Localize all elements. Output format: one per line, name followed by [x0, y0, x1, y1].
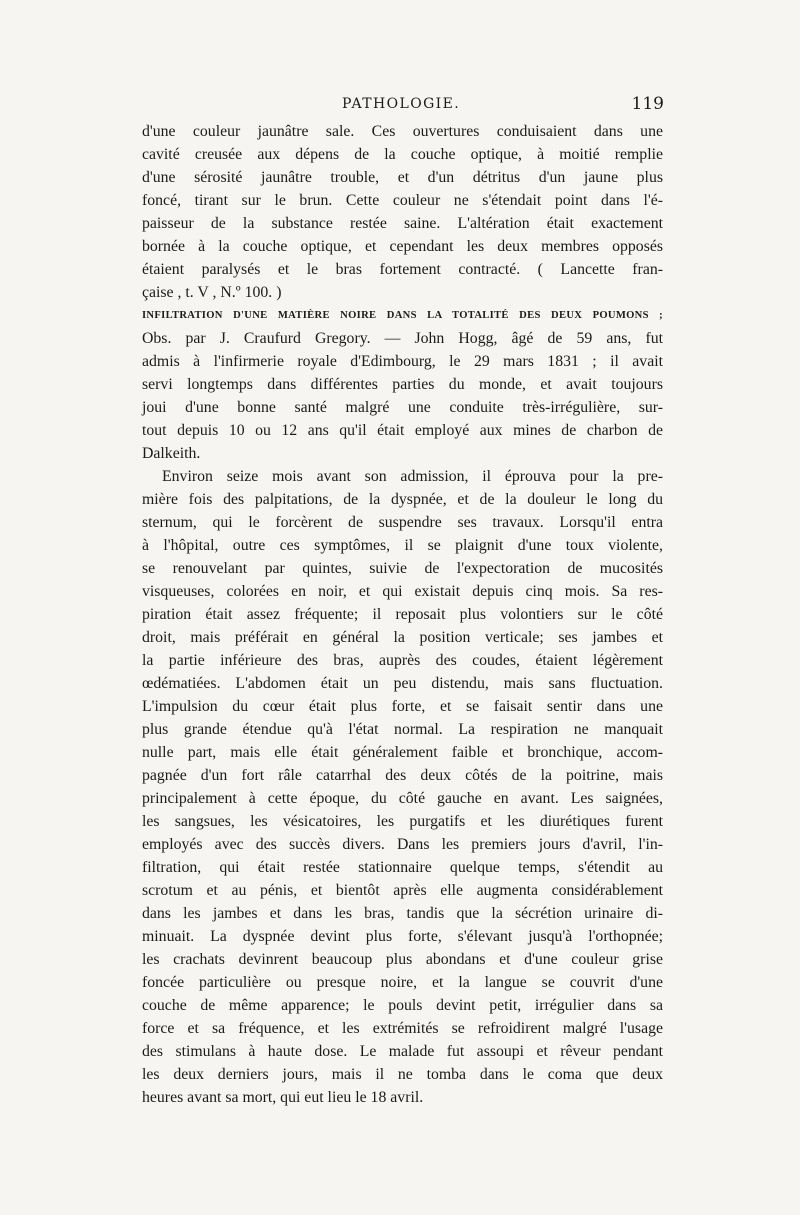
text-line: scrotum et au pénis, et bientôt après elle augmenta considérablement — [142, 882, 663, 899]
text-line: minuait. La dyspnée devint plus forte, s'élevant jusqu'à l'orthopnée; — [142, 928, 663, 945]
text-line: joui d'une bonne santé malgré une conduite très-irrégulière, sur- — [142, 399, 663, 416]
text-line: admis à l'infirmerie royale d'Edimbourg, le 29 mars 1831 ; il avait — [142, 353, 663, 370]
text-line: force et sa fréquence, et les extrémités se refroidirent malgré l'usage — [142, 1020, 663, 1037]
page-number: 119 — [631, 94, 664, 114]
text-line: piration était assez fréquente; il reposait plus volontiers sur le côté — [142, 606, 663, 623]
text-line: les sangsues, les vésicatoires, les purgatifs et les diurétiques furent — [142, 813, 663, 830]
text-line: des stimulans à haute dose. Le malade fut assoupi et rêveur pendant — [142, 1043, 663, 1060]
text-line: filtration, qui était restée stationnaire quelque temps, s'étendit au — [142, 859, 663, 876]
text-line: les deux derniers jours, mais il ne tomba dans le coma que deux — [142, 1066, 663, 1083]
text-line: d'une sérosité jaunâtre trouble, et d'un détritus d'un jaune plus — [142, 169, 663, 186]
text-line: principalement à cette époque, du côté gauche en avant. Les saignées, — [142, 790, 663, 807]
text-line: foncé, tirant sur le brun. Cette couleur ne s'étendait point dans l'é- — [142, 192, 663, 209]
text-line: visqueuses, colorées en noir, et qui existait depuis cinq mois. Sa res- — [142, 583, 663, 600]
text-line: se renouvelant par quintes, suivie de l'expectoration de mucosités — [142, 560, 663, 577]
text-line: bornée à la couche optique, et cependant les deux membres opposés — [142, 238, 663, 255]
text-line: foncée particulière ou presque noire, et la langue se couvrit d'une — [142, 974, 663, 991]
text-line: Obs. par J. Craufurd Gregory. — John Hogg, âgé de 59 ans, fut — [142, 330, 663, 347]
text-line: d'une couleur jaunâtre sale. Ces ouvertures conduisaient dans une — [142, 123, 663, 140]
text-line: çaise , t. V , N.º 100. ) — [142, 284, 282, 301]
text-line: dans les jambes et dans les bras, tandis que la sécrétion urinaire di- — [142, 905, 663, 922]
text-line: droit, mais préférait en général la position verticale; ses jambes et — [142, 629, 663, 646]
text-line: les crachats devinrent beaucoup plus abondans et d'une couleur grise — [142, 951, 663, 968]
text-line: œdématiées. L'abdomen était un peu distendu, mais sans fluctuation. — [142, 675, 663, 692]
running-head: PATHOLOGIE. — [342, 96, 461, 112]
text-line: étaient paralysés et le bras fortement contracté. ( Lancette fran- — [142, 261, 663, 278]
text-line: employés avec des succès divers. Dans les premiers jours d'avril, l'in- — [142, 836, 663, 853]
text-line: tout depuis 10 ou 12 ans qu'il était employé aux mines de charbon de — [142, 422, 663, 439]
text-line: Environ seize mois avant son admission, il éprouva pour la pre- — [162, 468, 663, 485]
text-line: pagnée d'un fort râle catarrhal des deux côtés de la poitrine, mais — [142, 767, 663, 784]
section-heading: INFILTRATION D'UNE MATIÈRE NOIRE DANS LA TOTALITÉ DES DEUX POUMONS ; — [142, 310, 663, 321]
text-line: heures avant sa mort, qui eut lieu le 18 avril. — [142, 1089, 424, 1106]
text-line: couche de même apparence; le pouls devint petit, irrégulier dans sa — [142, 997, 663, 1014]
text-line: nulle part, mais elle était généralement faible et bronchique, accom- — [142, 744, 663, 761]
text-line: sternum, qui le forcèrent de suspendre ses travaux. Lorsqu'il entra — [142, 514, 663, 531]
text-body — [142, 120, 663, 1109]
text-line: à l'hôpital, outre ces symptômes, il se plaignit d'une toux violente, — [142, 537, 663, 554]
text-line: servi longtemps dans différentes parties du monde, et avait toujours — [142, 376, 663, 393]
text-line: paisseur de la substance restée saine. L'altération était exactement — [142, 215, 663, 232]
text-line: la partie inférieure des bras, auprès des coudes, étaient légèrement — [142, 652, 663, 669]
text-line: mière fois des palpitations, de la dyspnée, et de la douleur le long du — [142, 491, 663, 508]
text-line: Dalkeith. — [142, 445, 201, 462]
text-line: cavité creusée aux dépens de la couche optique, à moitié remplie — [142, 146, 663, 163]
page-header — [150, 96, 670, 122]
text-line: L'impulsion du cœur était plus forte, et se faisait sentir dans une — [142, 698, 663, 715]
text-line: plus grande étendue qu'à l'état normal. La respiration ne manquait — [142, 721, 663, 738]
